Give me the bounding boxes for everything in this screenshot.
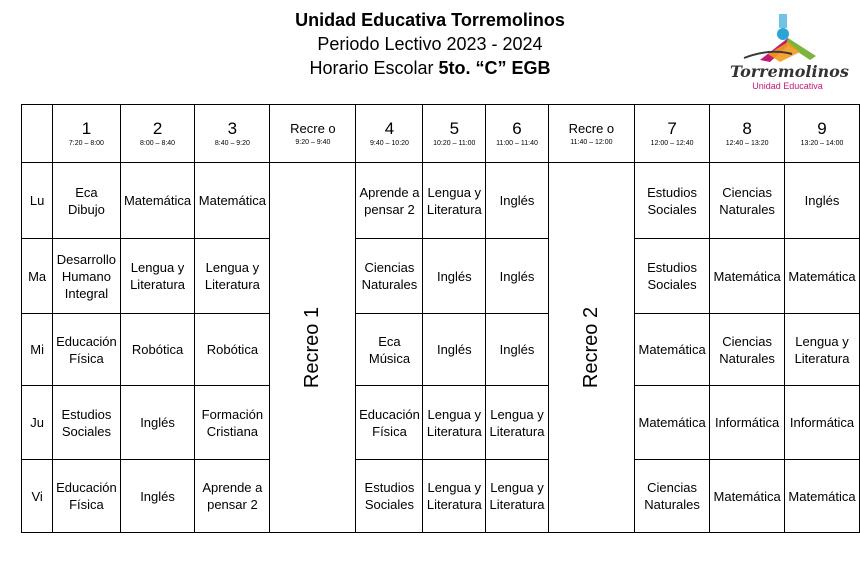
subject-cell: Inglés bbox=[423, 314, 486, 386]
subject-cell: Matemática bbox=[785, 460, 860, 533]
subject-cell: Matemática bbox=[634, 314, 709, 386]
subject-cell: Lengua y Literatura bbox=[195, 239, 270, 314]
subject-cell: Ciencias Naturales bbox=[356, 239, 423, 314]
subject-cell: Matemática bbox=[195, 163, 270, 239]
period-header bbox=[195, 105, 270, 163]
subject-cell: Lengua y Literatura bbox=[785, 314, 860, 386]
header-row bbox=[22, 105, 860, 163]
period-time: 8:40 – 9:20 bbox=[214, 140, 250, 147]
subject-cell: Informática bbox=[785, 386, 860, 460]
subject-cell: Inglés bbox=[486, 163, 549, 239]
subject-cell: Aprende a pensar 2 bbox=[356, 163, 423, 239]
recess-label: Recre o bbox=[568, 121, 615, 136]
subject-cell: Estudios Sociales bbox=[53, 386, 120, 460]
recess-1-label: Recreo 1 bbox=[301, 306, 324, 388]
day-label: Ma bbox=[22, 239, 53, 314]
subject-cell: Lengua y Literatura bbox=[423, 386, 486, 460]
subject-cell: Lengua y Literatura bbox=[486, 386, 549, 460]
period-label: 7 bbox=[667, 119, 677, 138]
period-header bbox=[356, 105, 423, 163]
period-header bbox=[785, 105, 860, 163]
document-header bbox=[230, 8, 630, 80]
subject-cell: Inglés bbox=[486, 314, 549, 386]
subject-cell: Ciencias Naturales bbox=[710, 314, 785, 386]
period-time: 8:00 – 8:40 bbox=[140, 140, 176, 147]
recess-label: Recre o bbox=[290, 121, 336, 136]
period-header bbox=[486, 105, 549, 163]
subject-cell: Matemática bbox=[710, 239, 785, 314]
subject-cell: Desarrollo Humano Integral bbox=[53, 239, 120, 314]
school-logo bbox=[730, 12, 849, 92]
day-row bbox=[22, 460, 860, 533]
period-label: 6 bbox=[512, 119, 522, 138]
day-row bbox=[22, 386, 860, 460]
school-name: Unidad Educativa Torremolinos bbox=[295, 10, 565, 30]
subject-cell: Lengua y Literatura bbox=[486, 460, 549, 533]
recess-header bbox=[270, 105, 356, 163]
subject-cell: Informática bbox=[710, 386, 785, 460]
period-time: 12:40 – 13:20 bbox=[725, 140, 769, 147]
subject-cell: Educación Física bbox=[53, 460, 120, 533]
subject-cell: Matemática bbox=[710, 460, 785, 533]
school-period: Periodo Lectivo 2023 - 2024 bbox=[317, 34, 543, 54]
subject-cell: Ciencias Naturales bbox=[710, 163, 785, 239]
recess-2-label: Recreo 2 bbox=[579, 306, 602, 388]
schedule-prefix: Horario Escolar bbox=[309, 58, 439, 78]
period-label: 5 bbox=[449, 119, 460, 138]
period-header bbox=[423, 105, 486, 163]
schedule-class: 5to. “C” EGB bbox=[438, 58, 551, 78]
period-time: 10:20 – 11:00 bbox=[433, 140, 476, 147]
recess-time: 9:20 – 9:40 bbox=[295, 139, 331, 146]
period-label: 3 bbox=[227, 119, 238, 138]
subject-cell: Lengua y Literatura bbox=[120, 239, 195, 314]
subject-cell: Educación Física bbox=[356, 386, 423, 460]
subject-cell: Formación Cristiana bbox=[195, 386, 270, 460]
subject-cell: Estudios Sociales bbox=[634, 239, 709, 314]
subject-cell: Robótica bbox=[120, 314, 195, 386]
day-row bbox=[22, 163, 860, 239]
period-label: 8 bbox=[742, 119, 752, 138]
subject-cell: Inglés bbox=[486, 239, 549, 314]
period-header bbox=[634, 105, 709, 163]
subject-cell: Inglés bbox=[785, 163, 860, 239]
subject-cell: Eca Dibujo bbox=[53, 163, 120, 239]
subject-cell: Lengua y Literatura bbox=[423, 460, 486, 533]
subject-cell: Inglés bbox=[423, 239, 486, 314]
recess-1-column bbox=[270, 163, 356, 533]
period-time: 9:40 – 10:20 bbox=[370, 140, 409, 147]
period-label: 2 bbox=[152, 119, 163, 138]
day-label: Ju bbox=[22, 386, 53, 460]
subject-cell: Aprende a pensar 2 bbox=[195, 460, 270, 533]
period-time: 7:20 – 8:00 bbox=[68, 140, 104, 147]
subject-cell: Estudios Sociales bbox=[634, 163, 709, 239]
corner-cell bbox=[22, 105, 53, 163]
subject-cell: Robótica bbox=[195, 314, 270, 386]
logo-name: Torremolinos bbox=[730, 62, 849, 81]
subject-cell: Matemática bbox=[785, 239, 860, 314]
period-label: 4 bbox=[384, 119, 395, 138]
subject-cell: Ciencias Naturales bbox=[634, 460, 709, 533]
recess-header bbox=[548, 105, 634, 163]
period-time: 13:20 – 14:00 bbox=[800, 140, 844, 147]
subject-cell: Estudios Sociales bbox=[356, 460, 423, 533]
day-row bbox=[22, 314, 860, 386]
period-header bbox=[120, 105, 195, 163]
logo-subtitle: Unidad Educativa bbox=[752, 81, 823, 91]
day-label: Mi bbox=[22, 314, 53, 386]
subject-cell: Lengua y Literatura bbox=[423, 163, 486, 239]
day-label: Lu bbox=[22, 163, 53, 239]
subject-cell: Inglés bbox=[120, 460, 195, 533]
period-label: 1 bbox=[81, 119, 92, 138]
schedule-title bbox=[230, 56, 630, 80]
period-header bbox=[53, 105, 120, 163]
period-time: 11:00 – 11:40 bbox=[496, 140, 538, 147]
period-time: 12:00 – 12:40 bbox=[650, 140, 694, 147]
subject-cell: Matemática bbox=[634, 386, 709, 460]
subject-cell: Inglés bbox=[120, 386, 195, 460]
period-label: 9 bbox=[817, 119, 827, 138]
subject-cell: Educación Física bbox=[53, 314, 120, 386]
day-label: Vi bbox=[22, 460, 53, 533]
schedule-table bbox=[21, 104, 860, 533]
period-header bbox=[710, 105, 785, 163]
subject-cell: Matemática bbox=[120, 163, 195, 239]
day-row bbox=[22, 239, 860, 314]
recess-2-column bbox=[548, 163, 634, 533]
recess-time: 11:40 – 12:00 bbox=[570, 139, 613, 146]
subject-cell: Eca Música bbox=[356, 314, 423, 386]
